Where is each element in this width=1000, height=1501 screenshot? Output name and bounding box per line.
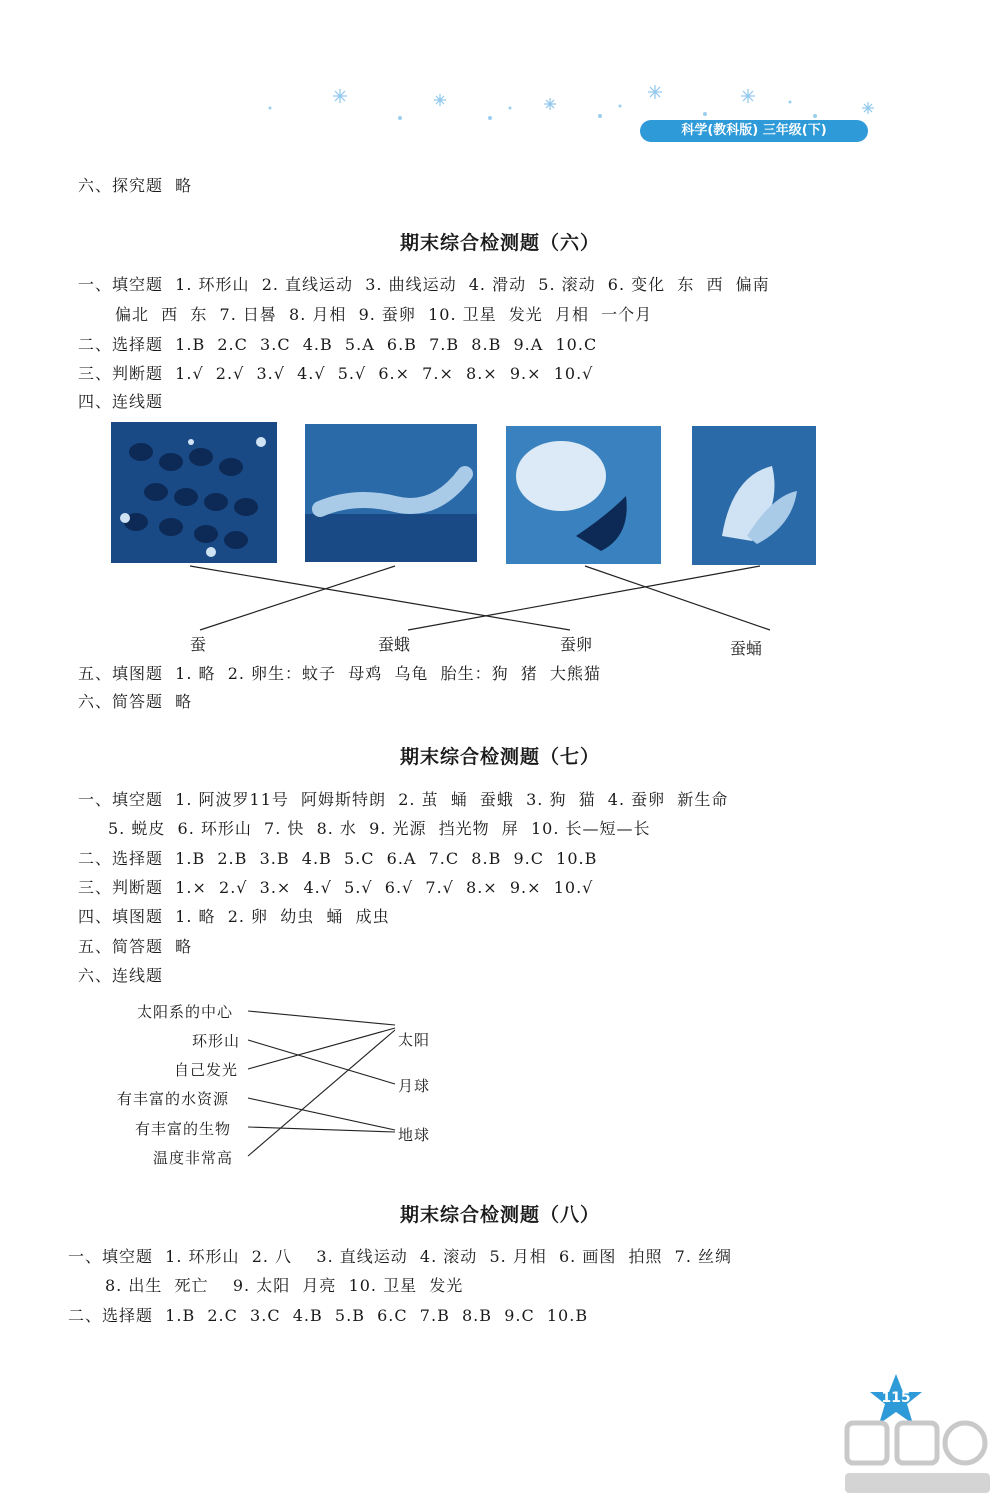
subject-grade-badge: 科学(教科版) 三年级(下) [640,120,868,142]
match-left-solar-center: 太阳系的中心 [137,1003,234,1021]
match-word-egg: 蚕卵 [560,635,593,654]
s6-short-answer: 六、简答题 略 [78,692,193,711]
silkworm-eggs-photo [111,422,277,563]
match-right-earth: 地球 [398,1126,431,1144]
s6-fill-blank-line2: 偏北 西 东 7. 日晷 8. 月相 9. 蚕卵 10. 卫星 发光 月相 一个月 [115,305,653,324]
s7-fill-blank-line2: 5. 蜕皮 6. 环形山 7. 快 8. 水 9. 光源 挡光物 屏 10. 长—短—长 [108,819,651,838]
s6-fill-blank-line1: 一、填空题 1. 环形山 2. 直线运动 3. 曲线运动 4. 滑动 5. 滚动 6. 变化 东 西 偏南 [78,275,770,294]
s7-matching-lines [0,990,500,1180]
match-left-water: 有丰富的水资源 [117,1090,230,1108]
match-left-self-luminous: 自己发光 [174,1061,239,1079]
silkworm-larva-photo [305,424,477,562]
match-right-moon: 月球 [398,1077,431,1095]
match-word-moth: 蚕蛾 [378,635,411,654]
match-left-craters: 环形山 [192,1032,241,1050]
s7-short-answer: 五、简答题 略 [78,937,193,956]
s6-judge-answers: 三、判断题 1.√ 2.√ 3.√ 4.√ 5.√ 6.× 7.× 8.× 9.× 10.√ [78,364,594,383]
s7-choice-answers: 二、选择题 1.B 2.B 3.B 4.B 5.C 6.A 7.C 8.B 9.C 10.B [78,849,598,868]
section-title-8: 期末综合检测题（八） [399,1204,600,1226]
section-title-7: 期末综合检测题（七） [399,746,600,768]
watermark-logo [835,1415,1000,1501]
s8-fill-blank-line1: 一、填空题 1. 环形山 2. 八 3. 直线运动 4. 滚动 5. 月相 6. 画图 拍照 7. 丝绸 [68,1247,733,1266]
match-left-high-temp: 温度非常高 [153,1149,234,1167]
s7-matching-heading: 六、连线题 [78,966,164,985]
s6-choice-answers: 二、选择题 1.B 2.C 3.C 4.B 5.A 6.B 7.B 8.B 9.A 10.C [78,335,598,354]
match-right-sun: 太阳 [398,1031,431,1049]
match-word-silkworm: 蚕 [190,635,207,654]
page-number: 115 [881,1390,911,1406]
silkworm-moth-photo [692,426,816,565]
s6-matching-lines [0,560,1000,640]
s8-fill-blank-line2: 8. 出生 死亡 9. 太阳 月亮 10. 卫星 发光 [105,1276,464,1295]
match-word-pupa: 蚕蛹 [730,639,763,658]
s7-fill-blank-line1: 一、填空题 1. 阿波罗11号 阿姆斯特朗 2. 茧 蛹 蚕蛾 3. 狗 猫 4. 蚕卵 新生命 [78,790,729,809]
s6-fill-diagram-answers: 五、填图题 1. 略 2. 卵生：蚊子 母鸡 乌龟 胎生：狗 猪 大熊猫 [78,664,601,683]
section-title-6: 期末综合检测题（六） [399,232,600,254]
s7-judge-answers: 三、判断题 1.× 2.√ 3.× 4.√ 5.√ 6.√ 7.√ 8.× 9.× 10.√ [78,878,594,897]
s6-matching-heading: 四、连线题 [78,392,164,411]
s8-choice-answers: 二、选择题 1.B 2.C 3.C 4.B 5.B 6.C 7.B 8.B 9.C 10.B [68,1306,589,1325]
s7-fill-diagram-answers: 四、填图题 1. 略 2. 卵 幼虫 蛹 成虫 [78,907,390,926]
match-left-life: 有丰富的生物 [135,1120,232,1138]
silkworm-cocoon-photo [506,426,661,564]
inquiry-question-answer: 六、探究题 略 [78,176,193,195]
